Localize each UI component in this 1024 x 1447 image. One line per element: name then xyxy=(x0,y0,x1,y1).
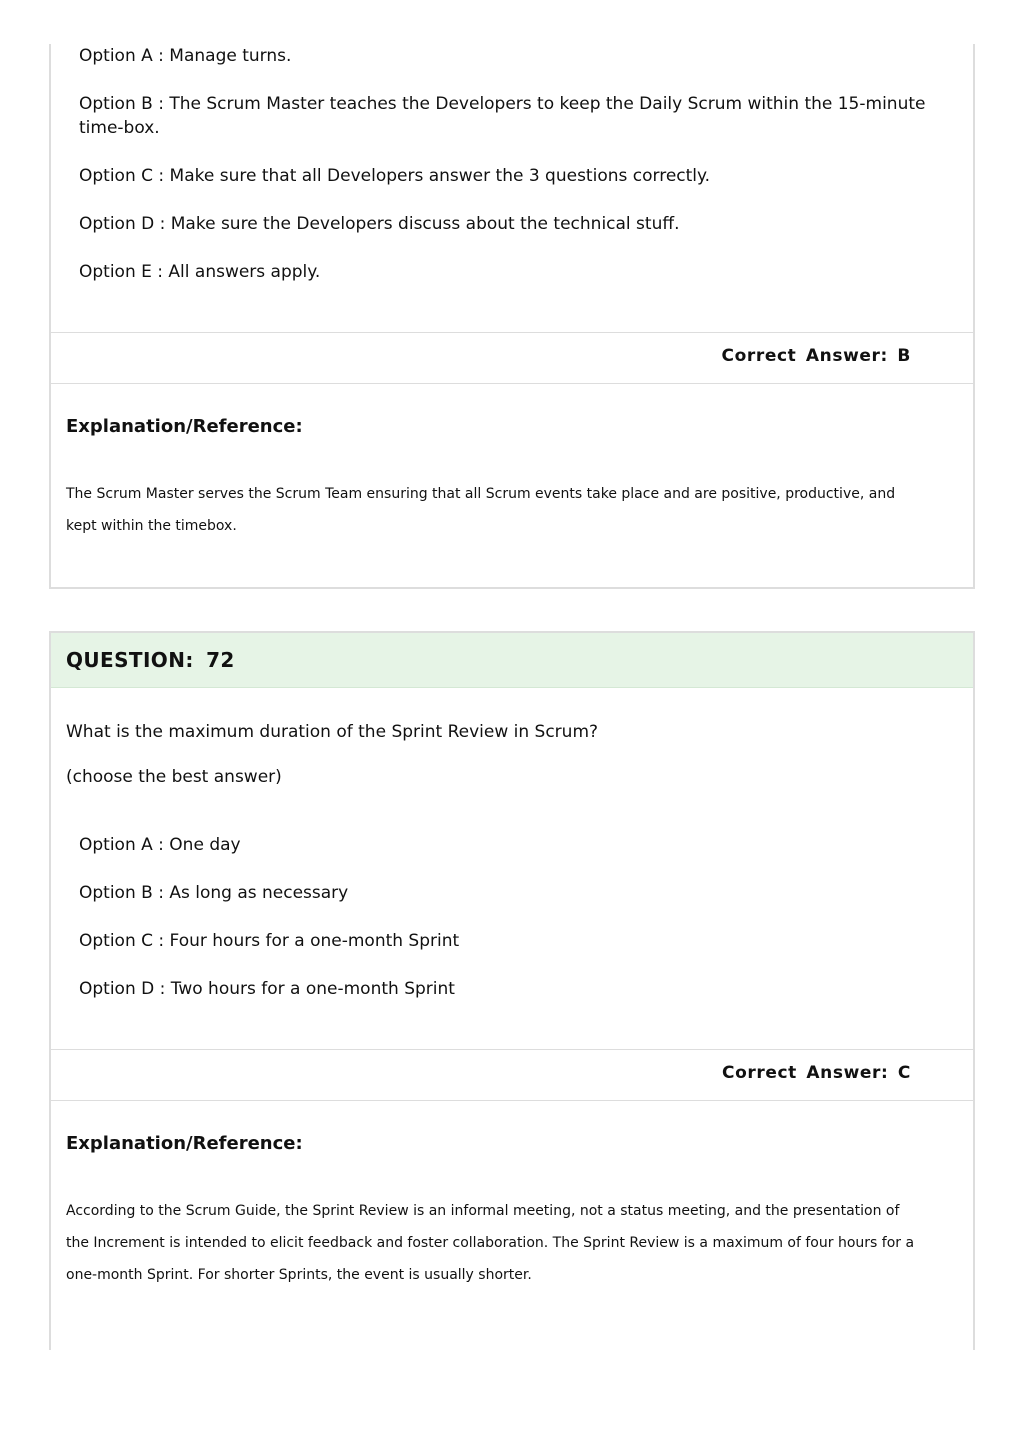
correct-answer: Correct Answer: C xyxy=(722,1063,911,1083)
option-b: Option B : The Scrum Master teaches the Developers to keep the Daily Scrum within the 15-minute time-box. xyxy=(79,94,926,138)
divider xyxy=(51,1049,973,1050)
question-instruction: (choose the best answer) xyxy=(66,767,282,787)
explanation-text: The Scrum Master serves the Scrum Team ensuring that all Scrum events take place and are positive, productive, and kept within the timebox. xyxy=(66,486,896,534)
question-title: QUESTION: 72 xyxy=(66,648,235,672)
divider xyxy=(51,383,973,384)
option-e: Option E : All answers apply. xyxy=(79,262,321,282)
explanation-heading: Explanation/Reference: xyxy=(66,416,303,437)
question-72-card xyxy=(49,631,975,1350)
option-b: Option B : As long as necessary xyxy=(79,883,349,903)
option-a: Option A : One day xyxy=(79,835,241,855)
question-header xyxy=(51,633,973,688)
divider xyxy=(51,332,973,333)
explanation-heading: Explanation/Reference: xyxy=(66,1133,303,1154)
option-a: Option A : Manage turns. xyxy=(79,46,292,66)
option-c: Option C : Make sure that all Developers answer the 3 questions correctly. xyxy=(79,166,711,186)
divider xyxy=(51,1100,973,1101)
option-d: Option D : Make sure the Developers discuss about the technical stuff. xyxy=(79,214,680,234)
question-text: What is the maximum duration of the Sprint Review in Scrum? xyxy=(66,722,599,742)
explanation-text: According to the Scrum Guide, the Sprint Review is an informal meeting, not a status meeting, and the presentation of the Increment is intended to elicit feedback and foster collaboration. The Sprint Review is a maximum of four hours for a one-month Sprint. For shorter Sprints, the event is usually shorter. xyxy=(66,1203,915,1283)
previous-question-card xyxy=(49,44,975,589)
correct-answer: Correct Answer: B xyxy=(721,346,911,366)
option-d: Option D : Two hours for a one-month Sprint xyxy=(79,979,455,999)
option-c: Option C : Four hours for a one-month Sprint xyxy=(79,931,460,951)
